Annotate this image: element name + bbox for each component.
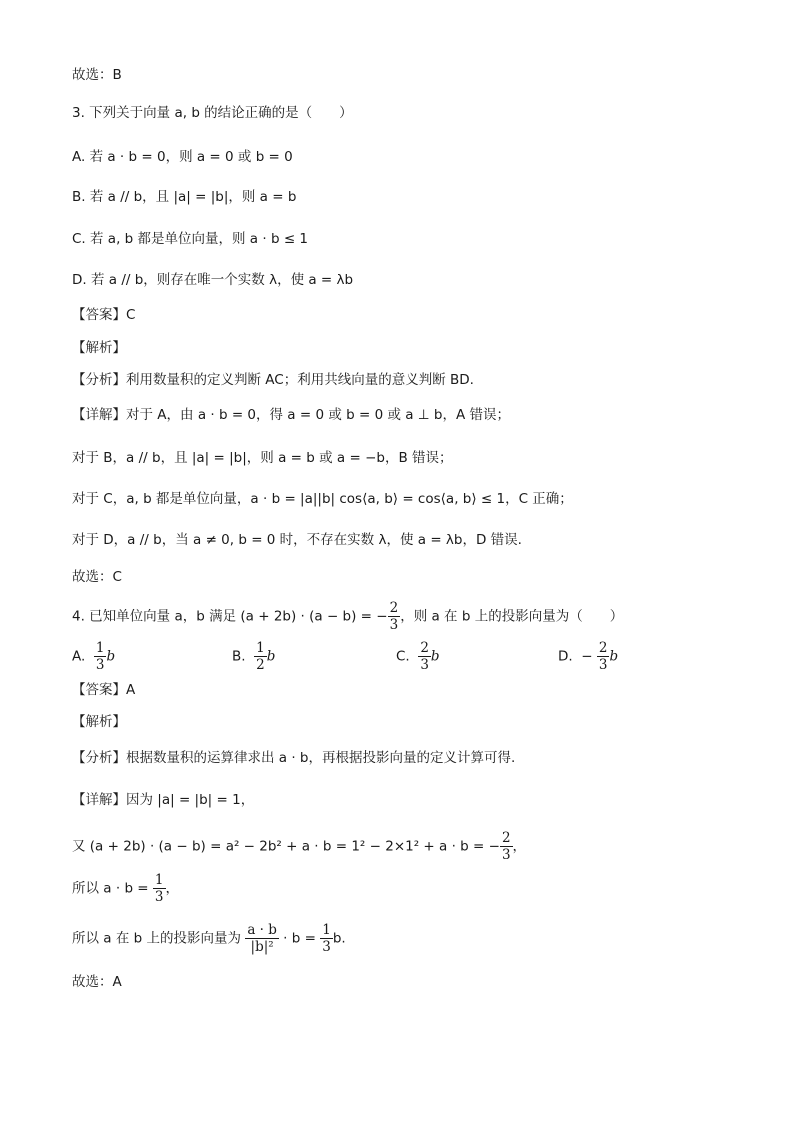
projection-coefficient: $\frac{1}{3}$ xyxy=(322,922,331,955)
question-3-stem: 3. 下列关于向量 a, b 的结论正确的是（ ） xyxy=(72,105,353,121)
question-3-final-choice: 故选：C xyxy=(72,569,122,585)
question-4-fraction xyxy=(388,600,401,633)
option-b-fraction: $\frac{1}{2}$ xyxy=(256,640,265,673)
detail-3-fraction: $\frac{1}{3}$ xyxy=(154,872,164,905)
question-3-detail-c: 对于 C，a, b 都是单位向量，a · b = |a||b| cos⟨a, b⟩ = cos⟨a, b⟩ ≤ 1，C 正确； xyxy=(72,491,573,507)
question-3-detail-b: 对于 B，a // b，且 |a| = |b|，则 a = b 或 a = −b，B 错误； xyxy=(72,450,453,466)
question-4-analysis-heading: 【解析】 xyxy=(72,714,126,730)
projection-fraction: $\frac{a \cdot b}{\text{|b|²}}$ xyxy=(247,922,277,955)
question-4-detail-1: 【详解】因为 |a| = |b| = 1， xyxy=(72,792,255,808)
question-4-final-choice: 故选：A xyxy=(72,974,122,990)
question-4-detail-2: 又 (a + 2b) · (a − b) = a² − 2b² + a · b = 1² − 2×1² + a · b = − $\frac{2}{3}$ ， xyxy=(72,830,527,863)
question-3-answer: 【答案】C xyxy=(72,307,136,323)
question-4-stem xyxy=(72,600,623,633)
question-4-fraction-den: 3 xyxy=(389,617,399,633)
option-c-fraction: $\frac{2}{3}$ xyxy=(420,640,429,673)
question-4-stem-part2: ，则 a 在 b 上的投影向量为（ ） xyxy=(400,608,624,625)
option-d-fraction: $\frac{2}{3}$ xyxy=(598,640,608,673)
option-a-fraction: $\frac{1}{3}$ xyxy=(95,640,105,673)
question-3-option-b: B. 若 a // b，且 |a| = |b|，则 a = b xyxy=(72,189,297,205)
answer-choice-prev: 故选：B xyxy=(72,67,122,83)
question-4-option-c: C. $\frac{2}{3}$ b xyxy=(396,640,440,673)
question-4-analysis: 【分析】根据数量积的运算律求出 a · b，再根据投影向量的定义计算可得. xyxy=(72,750,516,766)
question-3-detail-a: 【详解】对于 A，由 a · b = 0，得 a = 0 或 b = 0 或 a ⊥ b，A 错误； xyxy=(72,407,510,423)
question-4-fraction-num: 2 xyxy=(389,600,399,616)
question-3-option-d: D. 若 a // b，则存在唯一个实数 λ，使 a = λb xyxy=(72,272,354,288)
question-4-option-d: D. − $\frac{2}{3}$ b xyxy=(558,640,619,673)
question-4-answer: 【答案】A xyxy=(72,682,136,698)
question-4-option-a: A. $\frac{1}{3}$ b xyxy=(72,640,116,673)
question-3-analysis: 【分析】利用数量积的定义判断 AC；利用共线向量的意义判断 BD. xyxy=(72,372,474,388)
question-4-detail-4: 所以 a 在 b 上的投影向量为 $\frac{a \cdot b}{\text{|b|²}}$ · b = $\frac{1}{3}$ b. xyxy=(72,922,346,955)
question-4-stem-part1: 4. 已知单位向量 a，b 满足 (a + 2b) · (a − b) = − xyxy=(72,608,388,625)
question-3-analysis-heading: 【解析】 xyxy=(72,340,126,356)
question-3-option-a: A. 若 a · b = 0，则 a = 0 或 b = 0 xyxy=(72,149,293,165)
question-4-option-b: B. $\frac{1}{2}$ b xyxy=(232,640,276,673)
detail-2-fraction: $\frac{2}{3}$ xyxy=(501,830,511,863)
question-3-option-c: C. 若 a, b 都是单位向量，则 a · b ≤ 1 xyxy=(72,231,309,247)
question-4-detail-3: 所以 a · b = $\frac{1}{3}$ ， xyxy=(72,872,179,905)
question-3-detail-d: 对于 D，a // b，当 a ≠ 0, b = 0 时，不存在实数 λ，使 a = λb，D 错误. xyxy=(72,532,522,548)
